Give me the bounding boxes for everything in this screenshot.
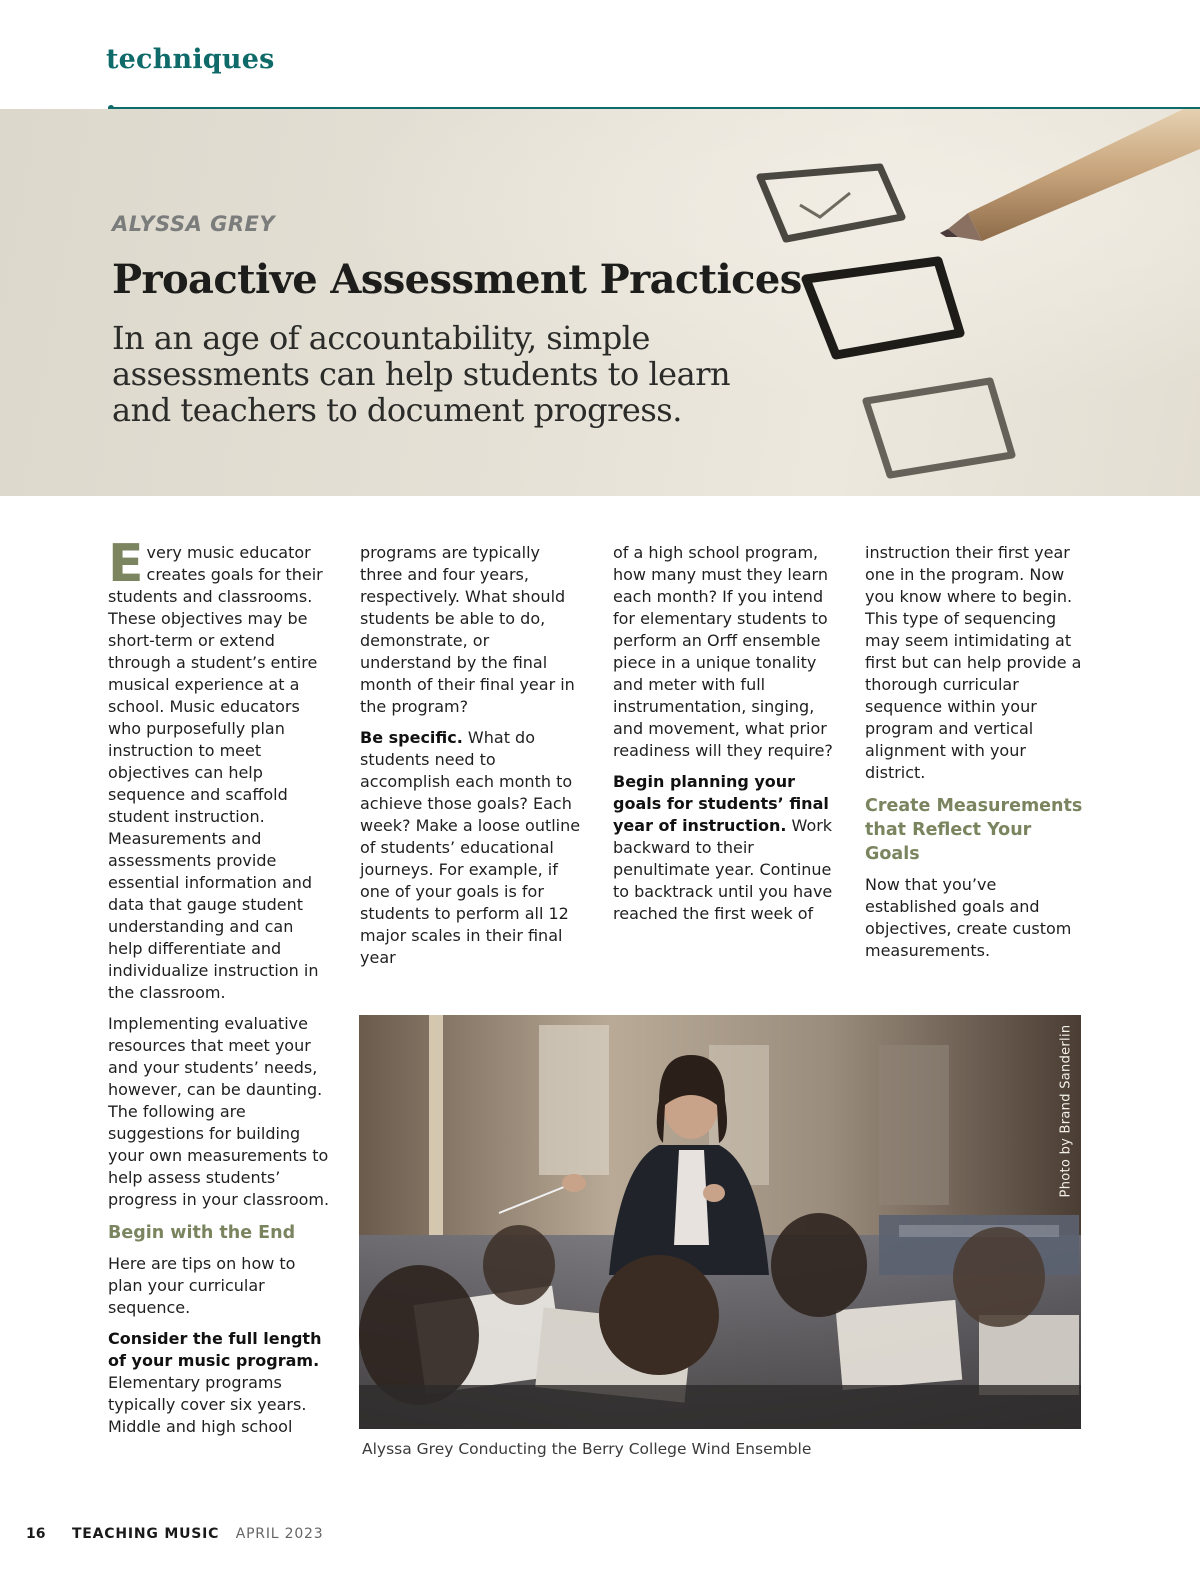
subhead: Begin with the End bbox=[108, 1223, 296, 1243]
article-title: Proactive Assessment Practices bbox=[112, 256, 802, 303]
article-deck: In an age of accountability, simple assessments can help students to learn and teachers to document progress. bbox=[112, 319, 731, 429]
paragraph: Now that you’ve established goals and objectives, create custom measurements. bbox=[865, 875, 1072, 960]
column-2 bbox=[360, 542, 584, 978]
paragraph: programs are typically three and four years, respectively. What should students be able to do, demonstrate, or understand by the final month of their final year in the program? bbox=[360, 543, 575, 716]
paragraph: instruction their first year one in the program. Now you know where to begin. This type of sequencing may seem intimidating at first but can help provide a thorough curricular sequence within your program and vertical alignment with your district. bbox=[865, 543, 1082, 782]
issue-date: APRIL 2023 bbox=[235, 1526, 324, 1542]
drop-cap: E bbox=[108, 534, 144, 594]
paragraph: Here are tips on how to plan your curricular sequence. bbox=[108, 1254, 296, 1317]
paragraph: of a high school program, how many must they learn each month? If you intend for elementary students to perform an Orff ensemble piece in a unique tonality and meter with full instrumentation, singing, and movement, what prior readiness will they require? bbox=[613, 543, 833, 760]
subhead: Create Measurements that Reflect Your Goals bbox=[865, 796, 1083, 864]
paragraph: Be specific. What do students need to accomplish each month to achieve those goals? Each week? Make a loose outline of students’ educational journeys. For example, if one of your goals is for students to perform all 12 major scales in their final year bbox=[360, 728, 581, 967]
paragraph: Begin planning your goals for students’ final year of instruction. Work backward to their penultimate year. Continue to backtrack until you have reached the first week of bbox=[613, 772, 833, 923]
magazine-name: TEACHING MUSIC bbox=[71, 1526, 220, 1542]
author-byline: ALYSSA GREY bbox=[112, 212, 276, 236]
conductor-photo bbox=[359, 1015, 1081, 1429]
page-number: 16 bbox=[26, 1526, 46, 1542]
photo-caption: Alyssa Grey Conducting the Berry College Wind Ensemble bbox=[362, 1440, 812, 1458]
paragraph: Consider the full length of your music program. Elementary programs typically cover six years. Middle and high school bbox=[108, 1329, 322, 1436]
column-3 bbox=[613, 542, 837, 934]
paragraph: Every music educator creates goals for their students and classrooms. These objectives may be short-term or extend through a student’s entire musical experience at a school. Music educators who purposefully plan instruction to meet objectives can help sequence and scaffold student instruction. Measurements and assessments provide essential information and data that gauge student understanding and can help differentiate and individualize instruction in the classroom. bbox=[108, 534, 323, 1002]
photo-credit: Photo by Brand Sanderlin bbox=[1058, 1024, 1074, 1198]
column-1 bbox=[108, 534, 332, 1447]
paragraph: Implementing evaluative resources that meet your and your students’ needs, however, can be daunting. The following are suggestions for building your own measurements to help assess students’ progress in your classroom. bbox=[108, 1014, 330, 1209]
section-label: techniques bbox=[106, 44, 275, 75]
column-4 bbox=[865, 542, 1089, 971]
page-footer bbox=[26, 1526, 323, 1542]
